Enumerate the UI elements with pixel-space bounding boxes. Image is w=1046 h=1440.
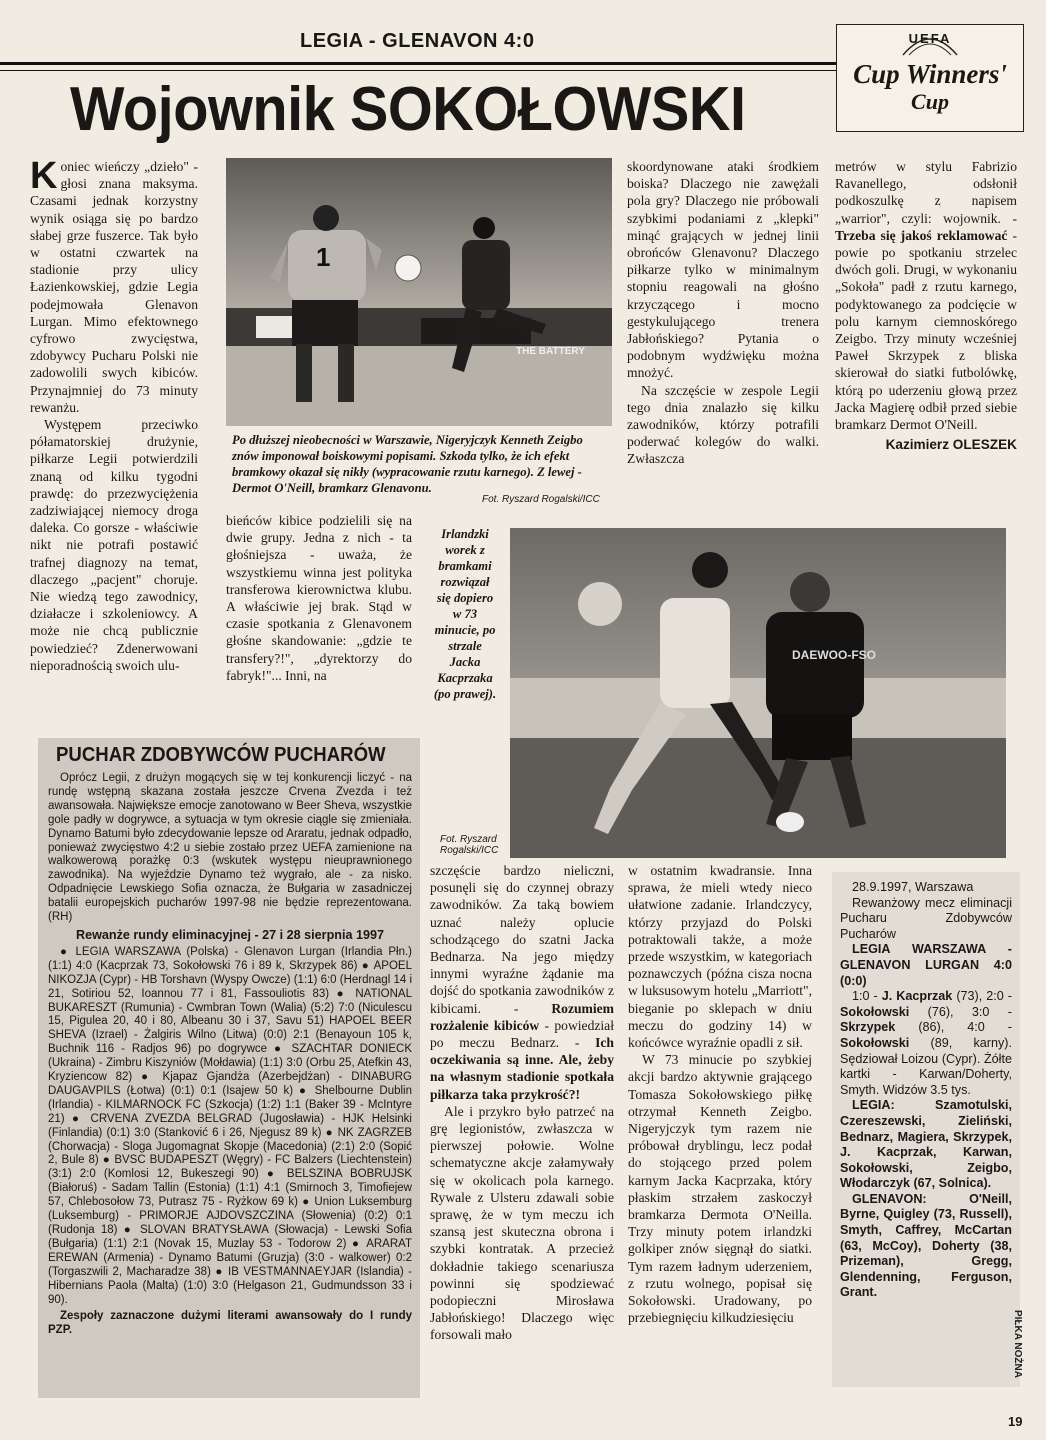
article-col-4 — [835, 158, 1017, 453]
match-date: 28.9.1997, Warszawa — [852, 880, 974, 894]
scorer: Sokołowski — [840, 1004, 910, 1019]
quote-bold: Trzeba się jakoś reklamować — [835, 227, 1008, 243]
photo-scene — [226, 158, 612, 426]
article-paragraph: Na szczęście w zespole Legii tego dnia znalazło się kilku zawodników, którzy potrafili poderwać kolegów do walki. Zwłaszcza — [627, 382, 819, 467]
article-paragraph — [430, 862, 614, 1103]
legia-lineup — [840, 1098, 1012, 1192]
logo-cwc-text — [837, 61, 1023, 115]
article-paragraph: Ale i przykro było patrzeć na grę legionistów, zwłaszcza w pierwszej połowie. Wolne schematyczne akcje załamywały się w okolicach pola karnego. Rywale z Ulsteru zdawali sobie sprawę, że w tym meczu ich szansą jest skuteczna obrona i szybki kontratak. A przecież dokładnie takiego scenariusza powinni się spodziewać podopieczni Mirosława Jabłońskiego! Dlaczego więc forsowali mało — [430, 1103, 614, 1343]
box-results: ● LEGIA WARSZAWA (Polska) - Glenavon Lurgan (Irlandia Płn.) (1:1) 4:0 (Kacprzak 73, Sokołowski 76 i 89 k, Skrzypek 86) ● APOEL NIKOZJA (Cypr) - HB Torshavn (Wyspy Owcze) (1:1) 6:0 (Herdnagl 14 i 21, Sotiriou 52, Ioannou 77 i 81, Fassouliotis 83) ● NATIONAL BUKARESZT (Rumunia) - Cwmbran Town (Walia) (5:2) 7:0 (Niculescu 15, Pigulea 20, 40 i 80, Albeanu 30 i 37, Savu 51) HAPOEL BEER SHEVA (Izrael) - Żalgiris Wilno (Litwa) (0:0) 2:1 (Benayoun 105 k, Buchnik 116 - Radjos 96) po dogrywce ● SZACHTAR DONIECK (Ukraina) - Zimbru Kiszyniów (Mołdawia) (1:1) 3:0 (Orbu 25, Atefkin 43, Kryziencow 82) ● Kjapaz Gjandża (Azerbejdżan) - DINABURG DAUGAVPILS (Łotwa) (0:1) 0:1 (Isajew 50 k) ● Shelbourne Dublin (Irlandia) - KILMARNOCK FC (Szkocja) (1:2) 1:1 (Baker 39 - McIntyre 21) ● CRVENA ZVEZDA BELGRAD (Jugosławia) - HJK Helsinki (Finlandia) (0:1) 3:0 (Stanković 6 i 26, Njegusz 89 k) ● NK ZAGRZEB (Chorwacja) - Sloga Jugomagnat Skopje (Macedonia) (2:1) 2:0 (Sopić 2, Bule 8) ● BVSC BUDAPESZT (Węgry) - FC Balzers (Liechtenstein) (3:1) 2:0 (Komlosi 12, Bukeszegi 90) ● BELSZINA BOBRUJSK (Białoruś) - Sadam Tallin (Estonia) (1:1) 4:1 (Smirnoch 3, Timofiejew 57, Chlebosołow 73, Putrasz 75 - Ryżkow 69 k) ● Union Luksemburg (Luksemburg) - PRIMORJE AJDOVSZCZINA (Słowenia) (0:2) 0:1 (Rudonja 18) ● SLOVAN BRATYSŁAWA (Słowacja) - Lewski Sofia (Bułgaria) (1:1) 2:1 (Novak 15, Muzlay 53 - Todorow 2) ● ARARAT EREWAN (Armenia) - Dynamo Batumi (Gruzja) (3:0 - walkower) 0:2 (Torgaszwili 2, Macharadze 38) ● IB VESTMANNAEYJAR (Islandia) - Hibernians Paola (Malta) (1:0) 3:0 (Helgason 21, Gudmundsson 33 i 90). — [48, 945, 412, 1306]
article-paragraph: Występem przeciwko półamatorskiej drużynie, piłkarze Legii potwierdzili znaną od kilku tygodni prawdę: do przezwyciężenia zadziwiającej niemocy droga daleka. Co gorsze - właściwie nikt nie potrafi postawić trafnej diagnozy na temat, dlaczego „pacjent" choruje. Nie wiedzą tego zawodnicy, działacze i szkoleniowcy. A może nie chcą publicznie powiedzieć? Zdenerwowani nieporadnością swoich ulu- — [30, 417, 198, 673]
photo1-caption: Po dłuższej nieobecności w Warszawie, Nigeryjczyk Kenneth Zeigbo znów imponował boiskowymi popisami. Szkoda tylko, że ich efekt bramkowy okazał się nikły (wypracowanie rzutu karnego). Z lewej - Dermot O'Neill, bramkarz Glenavonu. — [232, 433, 583, 495]
text-run: (73), 2:0 - — [952, 989, 1012, 1004]
box-footnote: Zespoły zaznaczone dużymi literami awansowały do I rundy PZP. — [48, 1310, 412, 1337]
article-paragraph: skoordynowane ataki środkiem boiska? Dlaczego nie zawężali pola gry? Dlaczego nie próbowali szybkimi podaniami z „klepki" minąć grających w jednej linii obrońców Glenavonu? Dlaczego piłkarze tylko w minimalnym stopniu reagowali na głośno krzyczącego i mocno gestykulującego trenera Jabłońskiego? Pytania o podobnym wydźwięku można mnożyć. — [627, 159, 819, 381]
photo-zeigbo — [226, 158, 612, 426]
sponsor-text: DAEWOO-FSO — [792, 648, 876, 662]
box-title: PUCHAR ZDOBYWCÓW PUCHARÓW — [56, 744, 386, 766]
article-paragraph: w ostatnim kwadransie. Inna sprawa, że mieli wtedy nieco ułatwione zadanie. Irlandczycy, którzy przyjazd do Polski potraktowali także, a może przede wszystkim, w kategoriach poznawczych (późna cisza nocna w luksusowym hotelu „Marriott", bieganie po sklepach w dniu meczu do godziny 14) w końcówce wyraźnie opadli z sił. — [628, 863, 812, 1051]
match-goals — [840, 989, 1012, 1098]
lineup: O'Neill, Byrne, Quigley (73, Russell), Smyth, Caffrey, McCartan (63, McCoy), Doherty (38, Prizeman), Gregg, Glendenning, Ferguson, Grant. — [840, 1191, 1012, 1300]
page-number: 19 — [1008, 1414, 1023, 1429]
photo-kacprzak — [510, 528, 1006, 858]
photo-scene — [510, 528, 1006, 858]
header-rule-thin — [0, 70, 838, 71]
text-run: - powiedział po meczu Bednarz. - — [430, 1017, 614, 1051]
article-paragraph: bieńców kibice podzielili się na dwie grupy. Jedna z nich - ta głośniejsza - uważa, że wszystkiemu winna jest polityka transferowa kierownictwa klubu. A właściwie jej brak. Stąd w czasie spotkania z Glenavonem głośne skandowanie: „gdzie te transfery?!", „dyrektorzy do fabryk!"... Inni, na — [226, 513, 412, 683]
photo1-credit: Fot. Ryszard Rogalski/ICC — [482, 494, 600, 505]
match-desc: Rewanżowy mecz eliminacji Pucharu Zdobywców Pucharów — [840, 895, 1012, 941]
dropcap: K — [30, 155, 58, 197]
uefa-cwc-logo — [836, 24, 1024, 132]
magazine-name: PIŁKA NOŻNA — [1012, 1310, 1023, 1378]
scorer: J. Kacprzak — [881, 989, 953, 1004]
scorer: Sokołowski — [840, 1035, 910, 1050]
shirt-number: 1 — [316, 242, 331, 272]
scorer: Skrzypek — [840, 1020, 896, 1035]
text-run: (76), 3:0 - — [909, 1004, 1012, 1019]
lead-text: oniec wieńczy „dzieło" - głosi znana maksyma. Czasami jednak korzystny wynik osiąga się po bardzo słabej grze fuszerce. Tak było w ostatni czwartek na stadionie przy ulicy Łazienkowskiej, gdzie Legia podejmowała Glenavon Lurgan. Mimo efektownego cyfrowo zwycięstwa, zdobywcy Pucharu Polski nie zadowolili swych kibiców. Przynajmniej do 73 minuty rewanżu. — [30, 159, 198, 415]
text-run: (86), 4:0 - — [895, 1020, 1012, 1035]
author: Kazimierz OLESZEK — [885, 437, 1017, 453]
box-intro: Oprócz Legii, z drużyn mogących się w tej konkurencji liczyć - na rundę wstępną skazana została jeszcze Crvena Zvezda i też awansowała. Największe emocje zanotowano w Beer Sheva, wszystkie gole padły w dogrywce, a sytuacja w tym okresie ciągle się zmieniała. Dynamo Batumi było zdecydowanie lepsze od Araratu, jednak odpadło, ponieważ zwycięstwo 4:2 u siebie zostało przez UEFA zamienione na walkowerową porażkę 0:3 (wskutek występu nieuprawnionego zawodnika). Na wyjeździe Dynamo też wygrało, ale - za nisko. Odpadnięcie Lewskiego Sofia oznacza, że Bułgaria w zasadniczej batalii europejskich pucharów 1997-98 nie będzie reprezentowana. (RH) — [48, 772, 412, 924]
match-info — [840, 880, 1012, 1301]
kicker-title: LEGIA - GLENAVON 4:0 — [300, 30, 535, 52]
team-label: LEGIA: — [852, 1098, 936, 1113]
logo-line-1: Cup Winners' — [853, 59, 1007, 89]
article-col-2 — [226, 512, 412, 684]
text-run: metrów w stylu Fabrizio Ravanellego, odsłonił podkoszulkę z napisem „warrior", czyli: wojownik. - — [835, 159, 1017, 226]
article-lead — [30, 155, 198, 416]
magazine-side-label — [1005, 1310, 1023, 1390]
logo-line-2: Cup — [911, 89, 949, 114]
headline: Wojownik SOKOŁOWSKI — [70, 75, 746, 144]
article-col-b1 — [430, 862, 614, 1344]
team-label: GLENAVON: — [852, 1191, 970, 1206]
text-run: - powie po spotkaniu strzelec dwóch goli. Drugi, w wykonaniu „Sokoła" padł z rzutu karnego, podyktowanego za podcięcie w polu karnym ciemnoskórego Zeigbo. Trzy minuty wcześniej Paweł Skrzypek z bliska skierował do siatki futbolówkę, którą po uderzeniu głową przez Jacka Magierę odbił przed siebie bramkarz Dermot O'Neill. — [835, 227, 1017, 433]
quote-bold: Ich oczekiwania są inne. Ale, żeby na własnym stadionie spotkała piłkarza taka przykrość?! — [430, 1035, 614, 1102]
header-rule — [0, 62, 838, 65]
article-col-1 — [30, 155, 198, 674]
article-paragraph — [835, 158, 1017, 433]
article-col-b2 — [628, 862, 812, 1326]
article-paragraph: W 73 minucie po szybkiej akcji bardzo aktywnie grającego Tomasza Sokołowskiego piłkę otrzymał Kenneth Zeigbo. Nigeryjczyk tym razem nie próbował dryblingu, lecz podał do stojącego przed polem karnym Jacka Kacprzaka, który płaskim strzałem zaskoczył bramkarza Dermota O'Neilla. Trzy minuty potem irlandzki golkiper znów sięgnął do siatki. Tym razem ładnym uderzeniem, z rzutu wolnego, popisał się Sokołowski. Uradowany, po przebiegnięciu kilkudziesięciu — [628, 1052, 812, 1326]
lineup: Szamotulski, Czereszewski, Zieliński, Bednarz, Magiera, Skrzypek, J. Kacprzak, Karwan, Sokołowski, Zeigbo, Włodarczyk (67, Solnica). — [840, 1098, 1012, 1191]
box-subtitle: Rewanże rundy eliminacyjnej - 27 i 28 sierpnia 1997 — [76, 927, 384, 942]
quote-bold: Rozumiem rozżalenie kibiców — [430, 1000, 614, 1033]
ad-board-text: THE BATTERY — [516, 346, 585, 357]
text-run: 1:0 - — [852, 989, 882, 1004]
text-run: (89, karny). Sędziował Loizou (Cypr). Żółte kartki - Karwan/Doherty, Smyth. Widzów 3.5 tys. — [840, 1035, 1012, 1097]
text-run: szczęście bardzo nieliczni, posunęli się do czynnej obrazy zawodników. Za taką bowiem uznać należy oplucie schodzącego do szatni Jacka Bednarza. Na jego między innymi wyraźne żądanie ma dojść do spotkania zawodników z kibicami. - — [430, 863, 614, 1016]
photo2-caption: Irlandzki worek z bramkami rozwiązał się dopiero w 73 minucie, po strzale Jacka Kacprzaka (po prawej). — [433, 527, 497, 701]
article-col-3 — [627, 158, 819, 468]
photo2-credit: Fot. Ryszard Rogalski/ICC — [440, 834, 499, 856]
box-body — [48, 772, 412, 1338]
glenavon-lineup — [840, 1192, 1012, 1301]
logo-uefa-text: UEFA — [908, 31, 952, 46]
match-score: LEGIA WARSZAWA - GLENAVON LURGAN 4:0 (0:0) — [840, 942, 1012, 988]
